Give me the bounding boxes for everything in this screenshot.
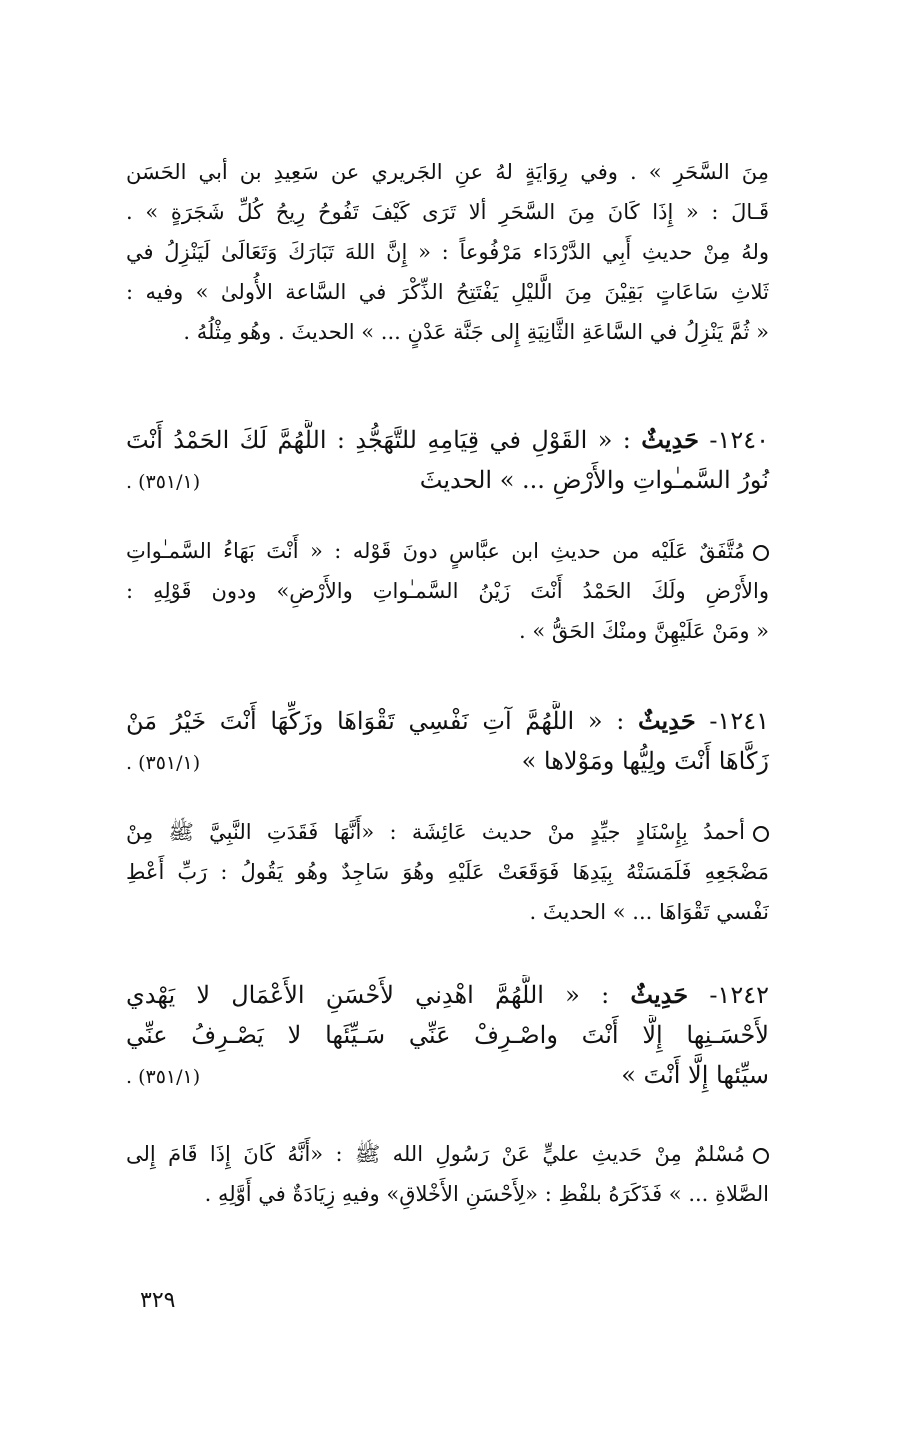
intro-paragraph bbox=[126, 152, 769, 352]
volume-page-reference: (٣٥١/١) . bbox=[126, 1066, 201, 1088]
takhrij-line bbox=[126, 1134, 769, 1174]
hadith-number: ١٢٤٢- bbox=[709, 981, 769, 1009]
intro-line: قَـالَ : « إِذَا كَانَ مِنَ السَّحَرِ ألا تَرَى كَيْفَ تَفُوحُ رِيحُ كُلِّ شَجَرَةٍ » . bbox=[126, 200, 769, 224]
volume-page-reference: (٣٥١/١) . bbox=[126, 471, 201, 493]
volume-page-reference: (٣٥١/١) . bbox=[126, 752, 201, 774]
hadith-text: : « القَوْلِ في قِيَامِهِ للتَّهَجُّدِ : اللَّهُمَّ لَكَ الحَمْدُ أَنْتَ bbox=[126, 426, 631, 454]
circle-marker-icon bbox=[753, 1148, 769, 1164]
hadith-1241-heading bbox=[126, 701, 769, 783]
hadith-heading-line bbox=[126, 701, 769, 741]
hadith-text: زَكَّاهَا أَنْتَ ولِيُّها ومَوْلاها » bbox=[521, 747, 769, 775]
page-number: ٣٢٩ bbox=[140, 1288, 176, 1313]
circle-marker-icon bbox=[753, 826, 769, 842]
takhrij-text: مُسْلمٌ مِنْ حَديثِ عليٍّ عَنْ رَسُولِ الله ﷺ : «أَنَّهُ كَانَ إِذَا قَامَ إِلى bbox=[126, 1142, 745, 1166]
intro-line: ولهُ مِنْ حديثِ أَبِي الدَّرْدَاء مَرْفُوعاً : « إِنَّ اللهَ تَبَارَكَ وَتَعَالَىٰ لَيَنْزِلُ في bbox=[126, 240, 769, 264]
hadith-1240-heading bbox=[126, 420, 769, 502]
hadith-1241-takhrij bbox=[126, 812, 769, 932]
hadith-number: ١٢٤١- bbox=[709, 707, 769, 735]
hadith-label: حَدِيثٌ bbox=[637, 706, 696, 735]
hadith-1240-takhrij bbox=[126, 531, 769, 651]
hadith-text: نُورُ السَّمـٰواتِ والأَرْضِ ... » الحديثَ bbox=[419, 466, 769, 494]
hadith-heading-line: لأَحْسَـنِها إِلَّا أَنْتَ واصْـرِفْ عَنِّي سَـيِّئَها لا يَصْـرِفُ عنِّي bbox=[126, 1021, 769, 1049]
takhrij-line: نَفْسي تَقْوَاهَا ... » الحديثَ . bbox=[529, 900, 769, 924]
takhrij-text: مُتَّفَقٌ عَلَيْه من حديثِ ابن عبَّاسٍ دونَ قَوْله : « أَنْتَ بَهَاءُ السَّمـٰواتِ bbox=[126, 539, 745, 563]
hadith-heading-last-line bbox=[126, 1055, 769, 1097]
takhrij-text: أحمدُ بِإِسْنَادٍ جيِّدٍ منْ حديث عَائِشَة : «أَنَّهَا فَقَدَتِ النَّبِيَّ ﷺ مِنْ bbox=[126, 820, 745, 844]
hadith-text: : « اللَّهُمَّ اهْدِني لأَحْسَنِ الأَعْمَال لا يَهْدي bbox=[126, 981, 610, 1009]
intro-line: ثَلاثِ سَاعَاتٍ بَقِيْنَ مِنَ الَّليْلِ يَفْتَتِحُ الذِّكْرَ في السَّاعة الأُولىٰ » وفيه : bbox=[126, 280, 769, 304]
hadith-text: سيِّئها إِلَّا أَنْتَ » bbox=[621, 1061, 769, 1089]
intro-line: « ثُمَّ يَنْزِلُ في السَّاعَةِ الثَّانِيَةِ إِلى جَنَّة عَدْنٍ ... » الحديثَ . وهُو مِثْلُهُ . bbox=[183, 320, 769, 344]
takhrij-line bbox=[126, 531, 769, 571]
hadith-1242-takhrij bbox=[126, 1134, 769, 1214]
hadith-label: حَدِيثٌ bbox=[641, 425, 699, 454]
hadith-1242-heading bbox=[126, 975, 769, 1097]
intro-line: مِنَ السَّحَرِ » . وفي رِوَايَةٍ لهُ عنِ الجَريري عن سَعِيدِ بن أبي الحَسَن bbox=[126, 160, 769, 184]
hadith-heading-last-line bbox=[126, 460, 769, 502]
hadith-heading-line bbox=[126, 975, 769, 1015]
takhrij-line: مَضْجَعِهِ فَلَمَسَتْهُ بِيَدِهَا فَوَقَعَتْ عَلَيْهِ وهُوَ سَاجِدٌ وهُو يَقُولُ : رَبِّ أَعْطِ bbox=[126, 860, 769, 884]
hadith-label: حَدِيثٌ bbox=[630, 980, 689, 1009]
circle-marker-icon bbox=[753, 545, 769, 561]
hadith-heading-last-line bbox=[126, 741, 769, 783]
takhrij-line: « ومَنْ عَلَيْهِنَّ ومنْكَ الحَقُّ » . bbox=[518, 619, 769, 643]
hadith-heading-line bbox=[126, 420, 769, 460]
takhrij-line: والأَرْضِ ولَكَ الحَمْدُ أَنْتَ زَيْنُ السَّمـٰواتِ والأَرْضِ» ودون قَوْلِهِ : bbox=[126, 579, 769, 603]
takhrij-line: الصَّلاةِ ... » فَذَكَرَهُ بلفْظِ : «لِأَحْسَنِ الأَخْلاقِ» وفيهِ زِيَادَةٌ في أَوَّلِهِ . bbox=[204, 1182, 769, 1206]
hadith-number: ١٢٤٠- bbox=[709, 426, 769, 454]
hadith-text: : « اللَّهُمَّ آتِ نَفْسِي تَقْوَاهَا وزَكِّهَا أَنْتَ خَيْرُ مَنْ bbox=[126, 707, 625, 735]
takhrij-line bbox=[126, 812, 769, 852]
